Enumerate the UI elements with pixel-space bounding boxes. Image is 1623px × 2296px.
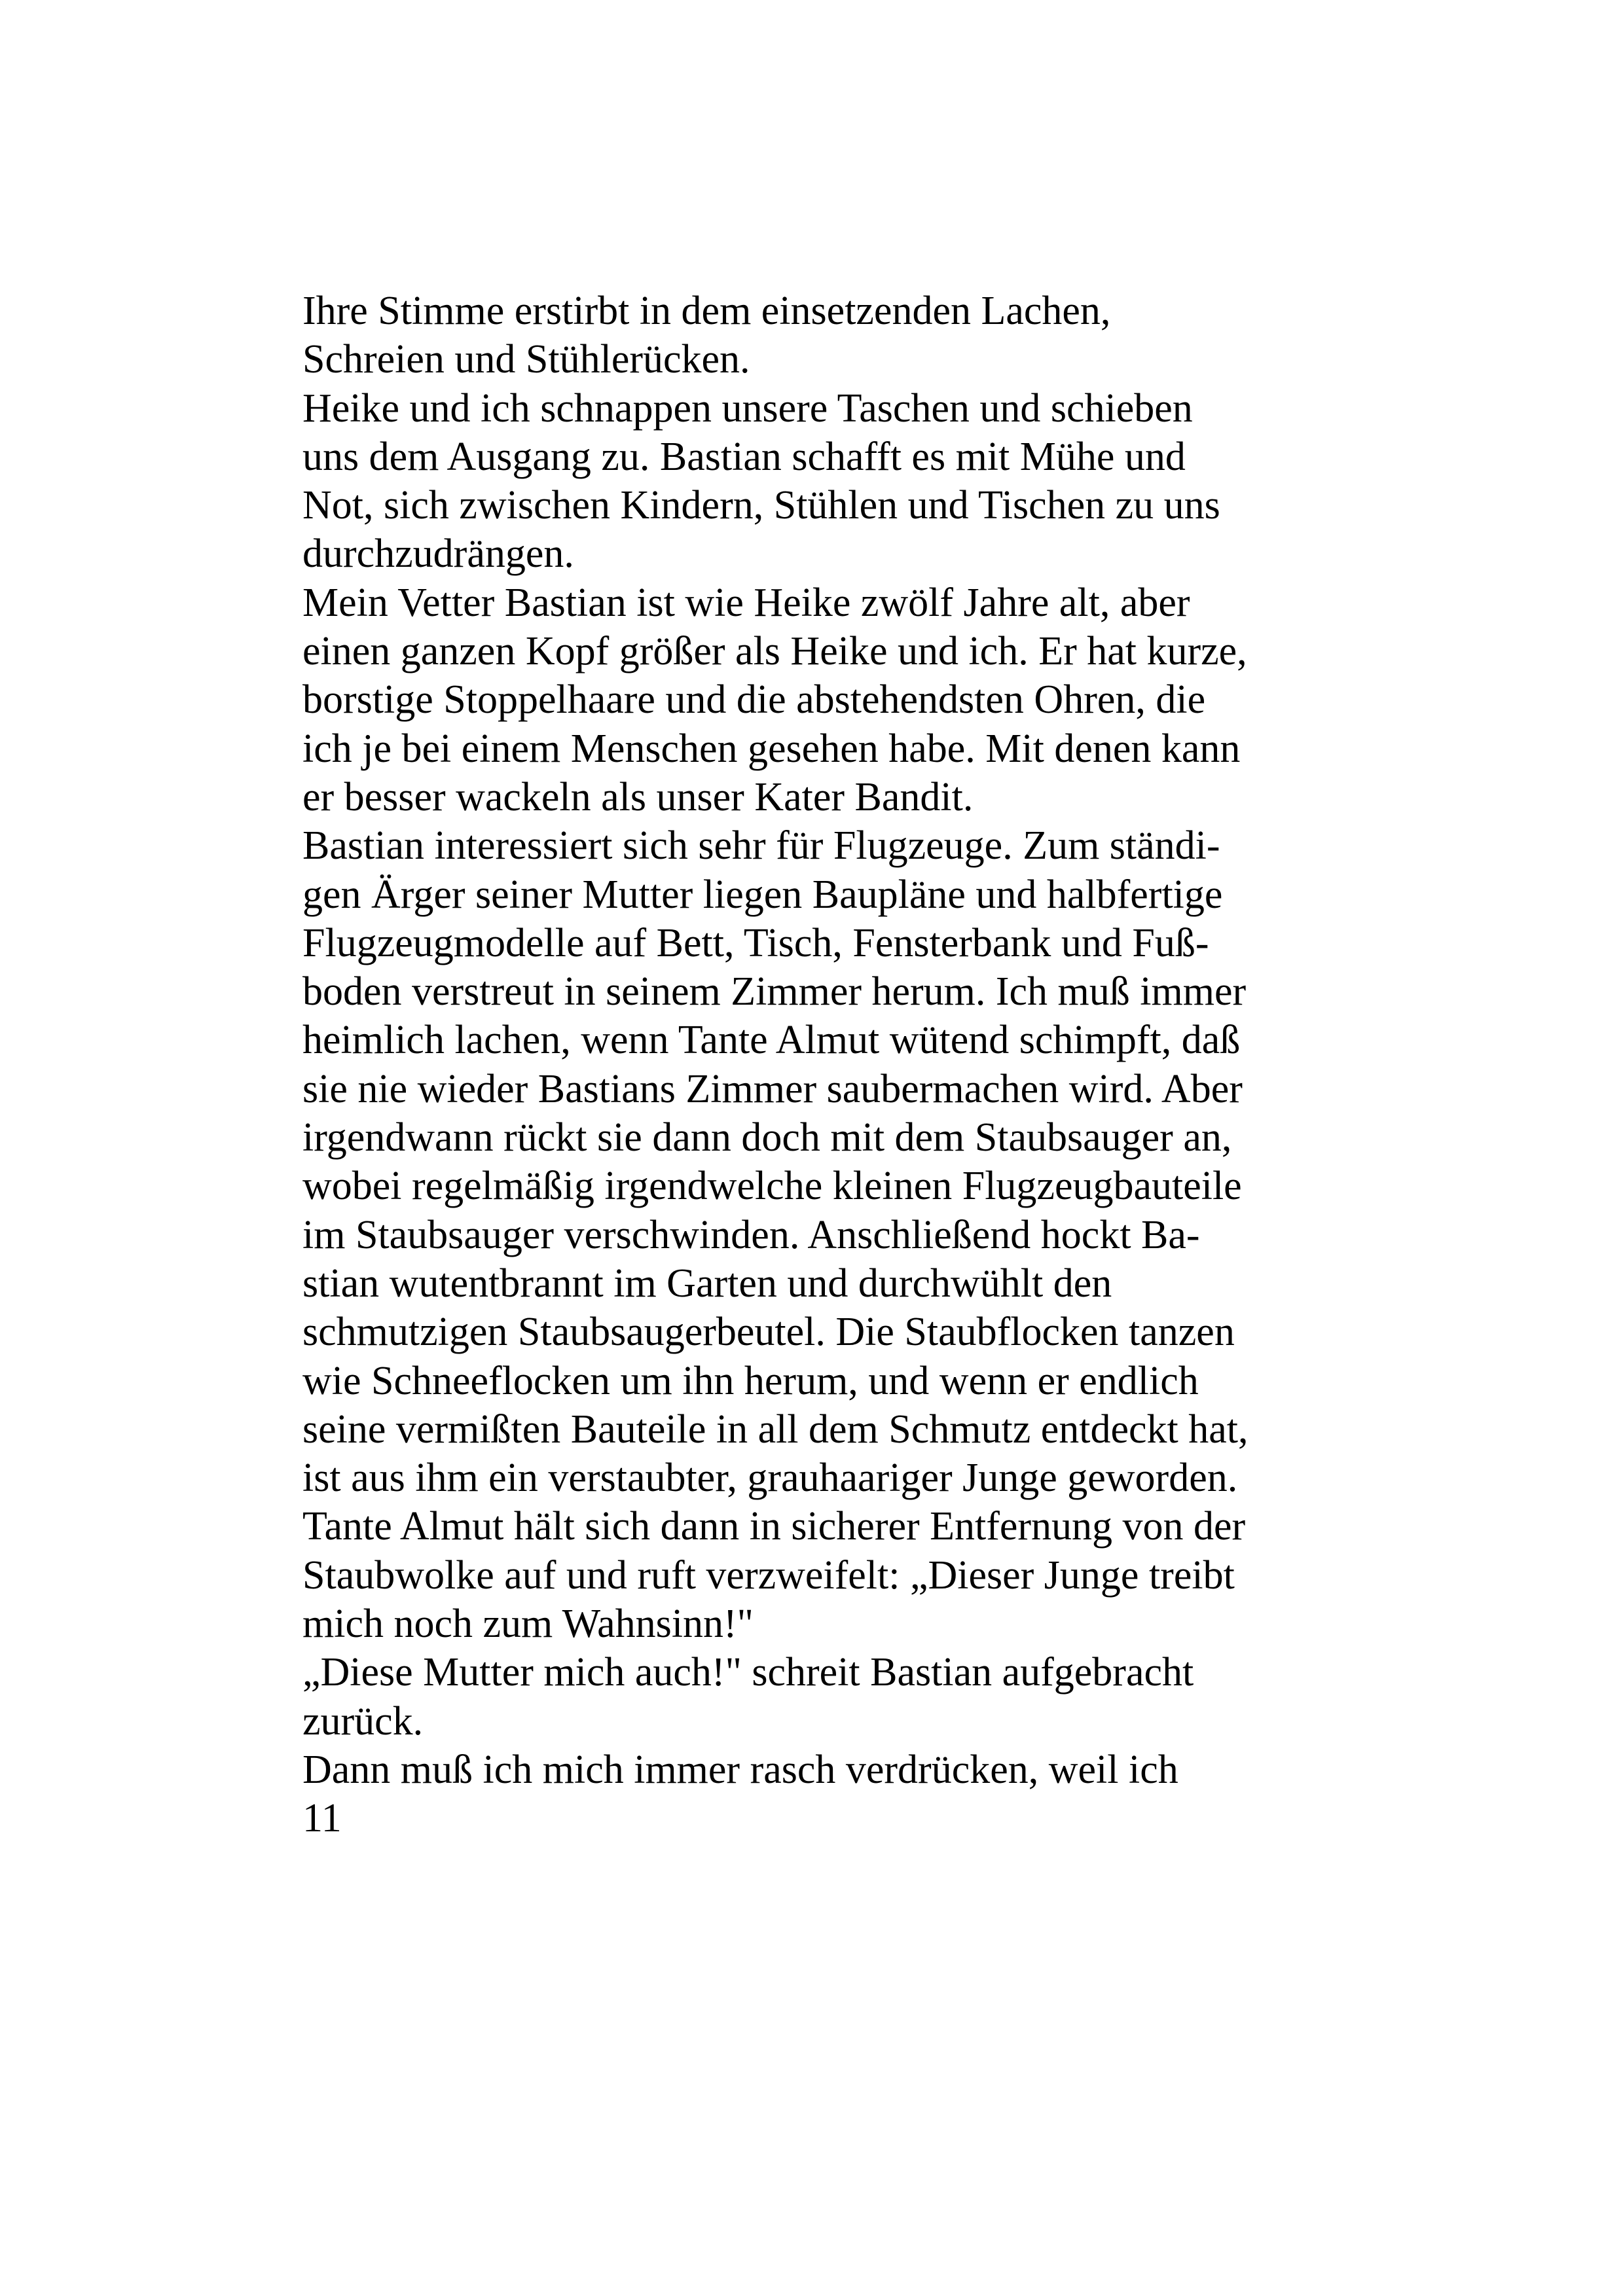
text-line: borstige Stoppelhaare und die abstehendsten Ohren, die (302, 677, 1206, 723)
text-line: gen Ärger seiner Mutter liegen Baupläne und halbfertige (302, 872, 1223, 917)
text-line: wobei regelmäßig irgendwelche kleinen Flugzeugbauteile (302, 1164, 1242, 1209)
text-line: Flugzeugmodelle auf Bett, Tisch, Fensterbank und Fuß- (302, 920, 1209, 965)
text-line: boden verstreut in seinem Zimmer herum. Ich muß immer (302, 969, 1247, 1014)
text-line: heimlich lachen, wenn Tante Almut wütend schimpft, daß (302, 1018, 1241, 1063)
text-line: Bastian interessiert sich sehr für Flugzeuge. Zum ständi- (302, 823, 1220, 869)
text-line: wie Schneeflocken um ihn herum, und wenn er endlich (302, 1358, 1199, 1403)
text-line: zurück. (302, 1698, 424, 1744)
text-line: Heike und ich schnappen unsere Taschen und schieben (302, 386, 1193, 431)
text-line: sie nie wieder Bastians Zimmer saubermachen wird. Aber (302, 1066, 1243, 1111)
page-number: 11 (302, 1796, 342, 1841)
text-line: Mein Vetter Bastian ist wie Heike zwölf Jahre alt, aber (302, 580, 1190, 625)
text-line: im Staubsauger verschwinden. Anschließend hockt Ba- (302, 1212, 1200, 1257)
text-line: Dann muß ich mich immer rasch verdrücken, weil ich (302, 1747, 1178, 1792)
text-line: ist aus ihm ein verstaubter, grauhaariger Junge geworden. (302, 1456, 1238, 1501)
text-line: durchzudrängen. (302, 531, 574, 577)
text-line: ich je bei einem Menschen gesehen habe. Mit denen kann (302, 726, 1241, 771)
text-line: schmutzigen Staubsaugerbeutel. Die Staubflocken tanzen (302, 1310, 1235, 1355)
text-line: einen ganzen Kopf größer als Heike und ich. Er hat kurze, (302, 629, 1247, 674)
text-line: seine vermißten Bauteile in all dem Schmutz entdeckt hat, (302, 1407, 1249, 1452)
text-line: uns dem Ausgang zu. Bastian schafft es mit Mühe und (302, 434, 1186, 479)
text-line: mich noch zum Wahnsinn!" (302, 1602, 754, 1647)
text-line: Not, sich zwischen Kindern, Stühlen und Tischen zu uns (302, 483, 1220, 528)
text-line: Schreien und Stühlerücken. (302, 337, 750, 382)
text-line: er besser wackeln als unser Kater Bandit. (302, 774, 974, 819)
text-line: stian wutentbrannt im Garten und durchwühlt den (302, 1261, 1112, 1306)
text-line: Tante Almut hält sich dann in sicherer Entfernung von der (302, 1504, 1246, 1549)
text-line: Ihre Stimme erstirbt in dem einsetzenden Lachen, (302, 289, 1111, 333)
text-line: Staubwolke auf und ruft verzweifelt: „Dieser Junge treibt (302, 1552, 1235, 1598)
text-line: irgendwann rückt sie dann doch mit dem Staubsauger an, (302, 1115, 1232, 1160)
body-text (302, 287, 1350, 1843)
text-line: „Diese Mutter mich auch!" schreit Bastian aufgebracht (302, 1650, 1194, 1695)
